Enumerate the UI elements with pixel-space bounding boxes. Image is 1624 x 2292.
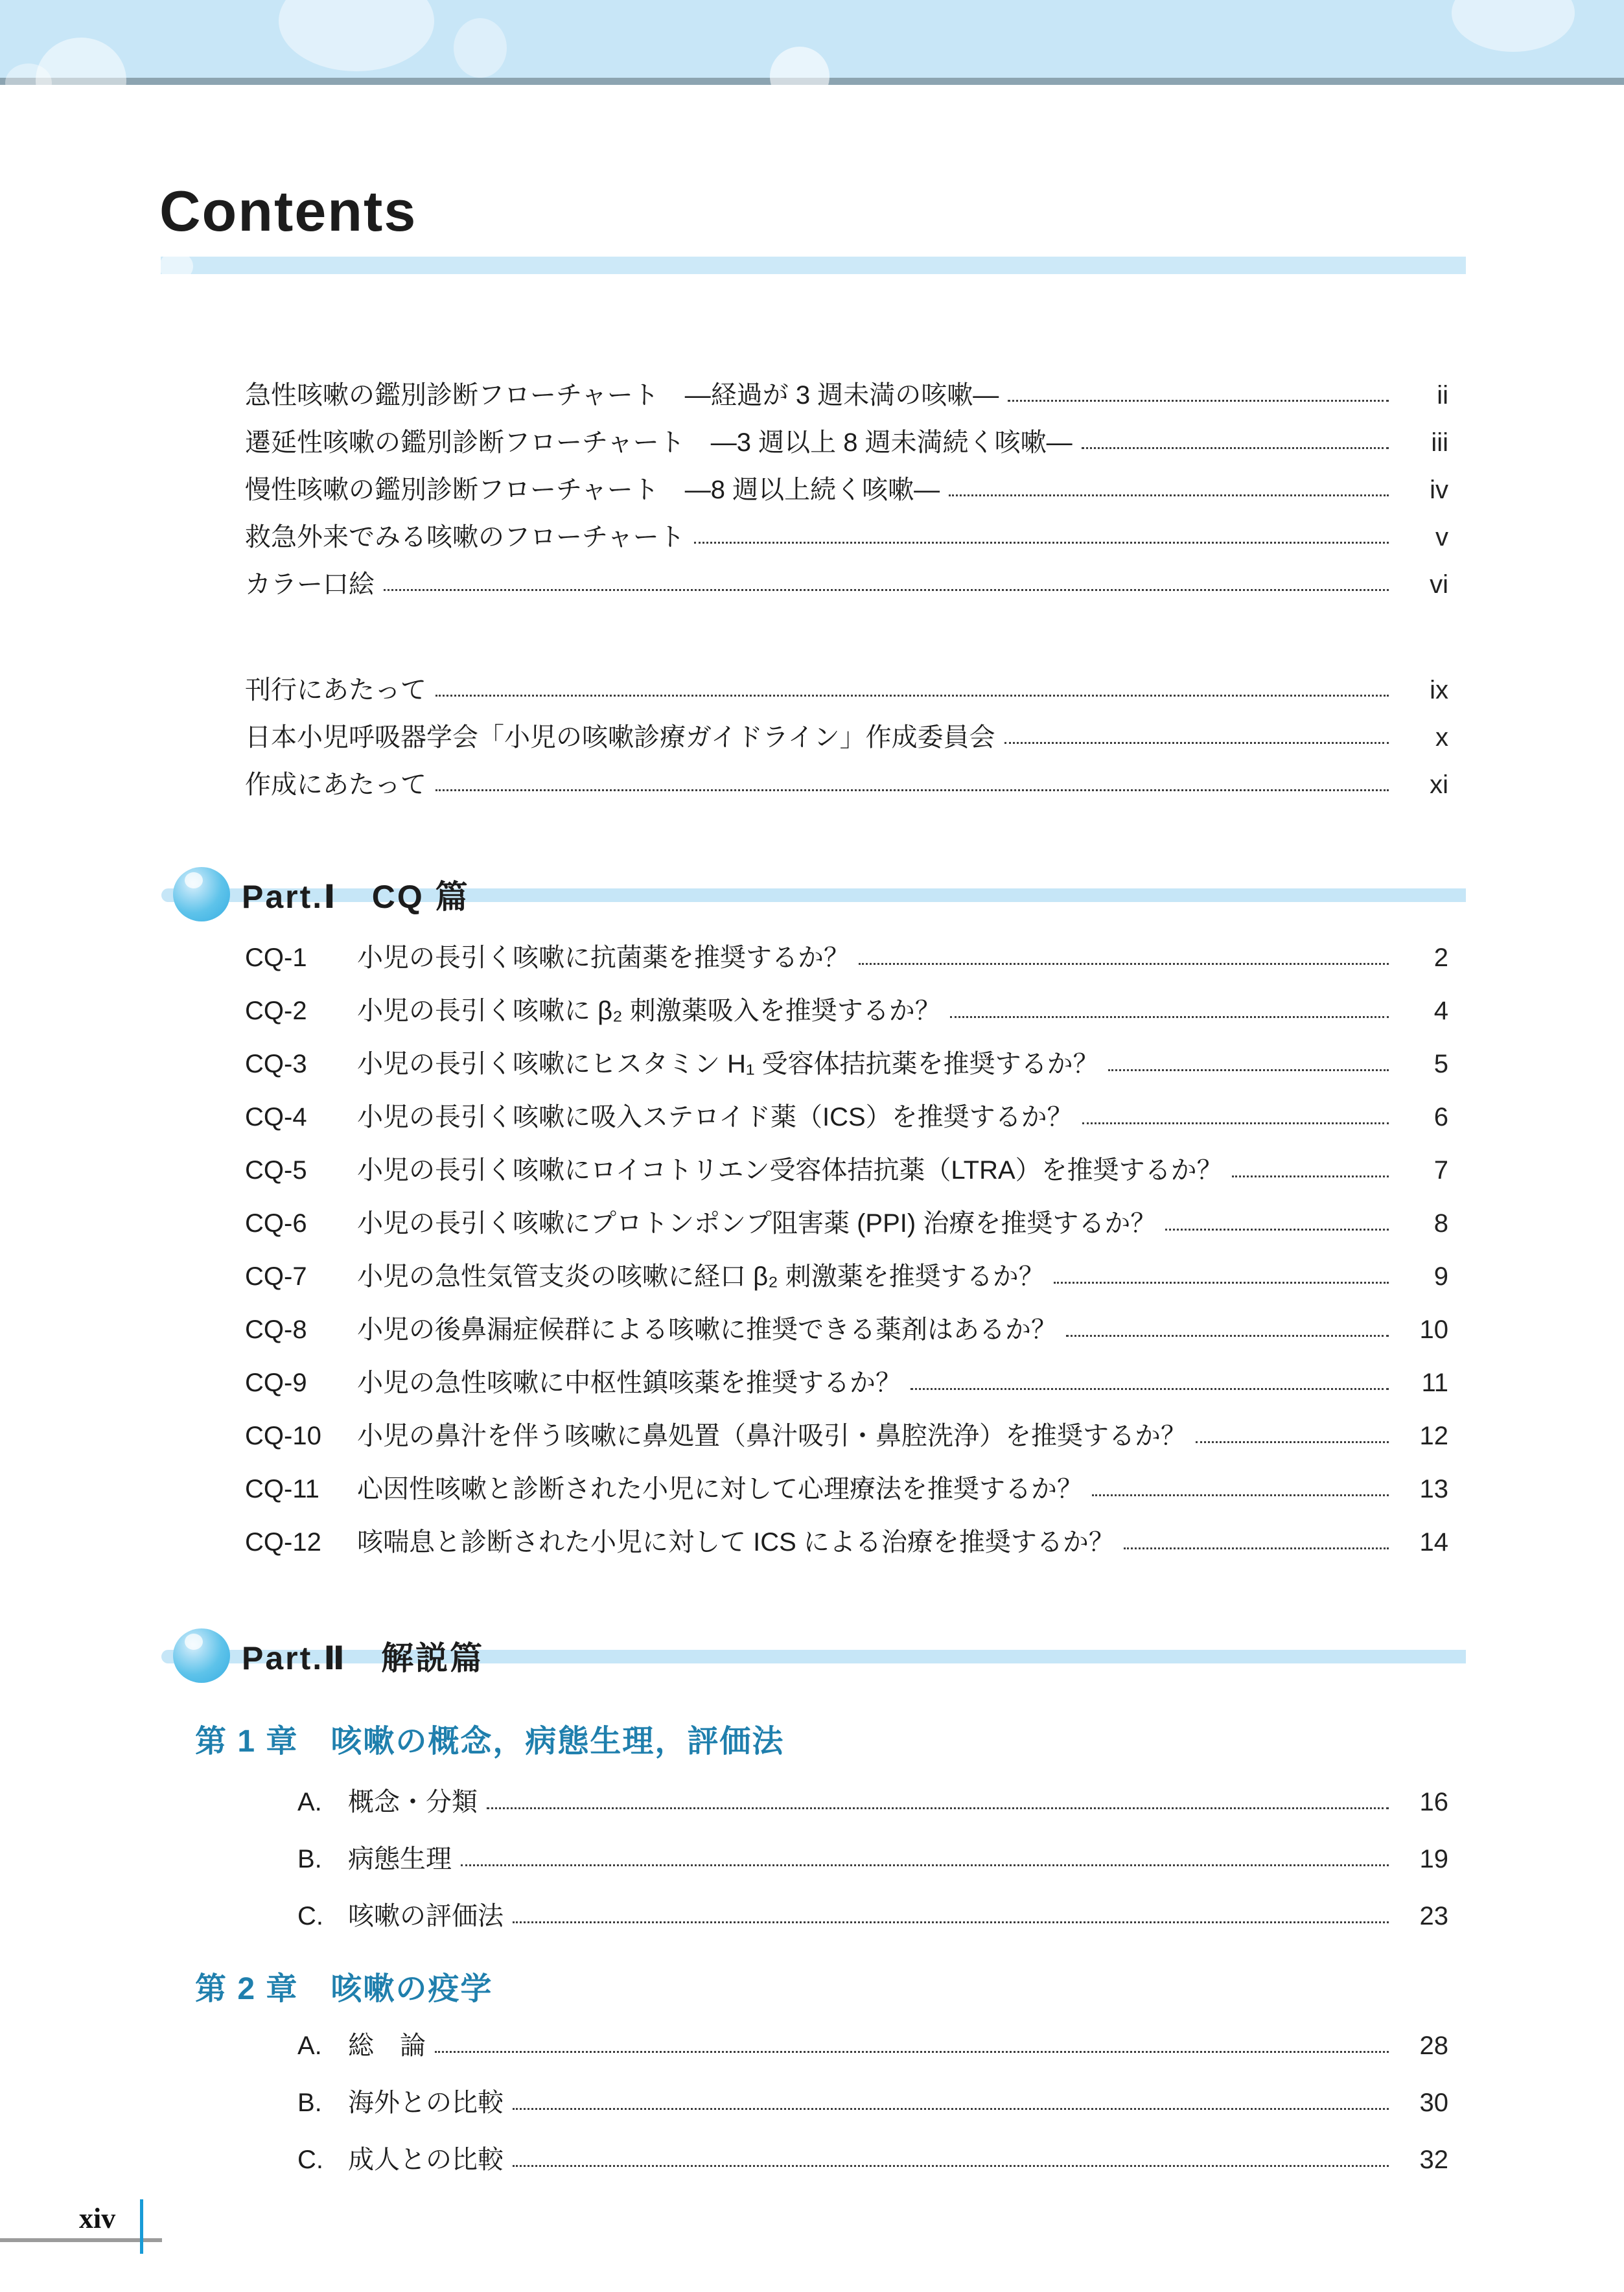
toc-entry-title: 小児の長引く咳嗽にヒスタミン H₁ 受容体拮抗薬を推奨するか？: [357, 1050, 1099, 1078]
toc-entry: [245, 513, 1448, 561]
toc-entry-title: 小児の長引く咳嗽にプロトンポンプ阻害薬 (PPI) 治療を推奨するか？: [357, 1209, 1157, 1238]
toc-entry: [245, 1197, 1448, 1250]
toc-entry-page: 11: [1421, 1369, 1448, 1397]
section-letter-label: C.: [297, 2146, 323, 2174]
dot-leader: [435, 2051, 1389, 2053]
toc-entry-title: 病態生理: [348, 1845, 452, 1873]
dot-leader: [1004, 742, 1389, 744]
bubble-sphere-icon: [173, 867, 230, 921]
cq-number-label: CQ-8: [245, 1315, 307, 1344]
dot-leader: [435, 695, 1389, 697]
part2-header: [161, 1628, 1466, 1683]
dot-leader: [859, 963, 1389, 965]
page-title: Contents: [159, 179, 417, 243]
toc-entry-page: x: [1435, 723, 1448, 752]
cq-number-label: CQ-2: [245, 997, 307, 1025]
toc-entry-page: 8: [1433, 1209, 1448, 1238]
dot-leader: [461, 1864, 1389, 1866]
toc-entry: [245, 1356, 1448, 1409]
toc-entry: [297, 2074, 1448, 2131]
toc-entry-title: 概念・分類: [348, 1788, 478, 1816]
toc-entry-title: 小児の後鼻漏症候群による咳嗽に推奨できる薬剤はあるか？: [357, 1315, 1057, 1344]
toc-entry-title: カラー口絵: [245, 570, 375, 599]
toc-entry: [245, 761, 1448, 808]
toc-entry: [297, 1888, 1448, 1945]
toc-entry-title: 小児の鼻汁を伴う咳嗽に鼻処置（鼻汁吸引・鼻腔洗浄）を推奨するか？: [357, 1422, 1187, 1450]
toc-entry: [297, 1831, 1448, 1888]
toc-entry-page: 6: [1433, 1103, 1448, 1131]
part1-header: [161, 867, 1466, 921]
toc-entry-title: 日本小児呼吸器学会「小児の咳嗽診療ガイドライン」作成委員会: [245, 723, 995, 752]
cq-number-label: CQ-12: [245, 1528, 321, 1557]
dot-leader: [1066, 1335, 1389, 1337]
toc-entry-title: 小児の急性咳嗽に中枢性鎮咳薬を推奨するか？: [357, 1369, 901, 1397]
preface-list: [245, 666, 1448, 808]
front-matter-list: [245, 371, 1448, 608]
dot-leader: [694, 542, 1389, 544]
toc-entry-title: 成人との比較: [348, 2146, 504, 2174]
toc-entry: [245, 931, 1448, 984]
toc-entry-page: 23: [1419, 1902, 1448, 1930]
chapter2-section-list: [297, 2017, 1448, 2188]
section-letter-label: A.: [297, 2032, 322, 2060]
cq-number-label: CQ-3: [245, 1050, 307, 1078]
toc-entry-page: 19: [1419, 1845, 1448, 1873]
cq-number-label: CQ-6: [245, 1209, 307, 1238]
toc-entry-title: 救急外来でみる咳嗽のフローチャート: [245, 522, 685, 551]
toc-entry-page: 14: [1419, 1528, 1448, 1557]
toc-entry-title: 小児の長引く咳嗽に β₂ 刺激薬吸入を推奨するか？: [357, 997, 941, 1025]
toc-entry-title: 刊行にあたって: [245, 675, 426, 704]
toc-entry-page: ii: [1437, 380, 1448, 410]
toc-entry: [245, 1516, 1448, 1569]
toc-entry-page: 32: [1419, 2146, 1448, 2174]
toc-entry-page: 2: [1433, 943, 1448, 972]
dot-leader: [950, 1016, 1389, 1018]
dot-leader: [513, 2108, 1389, 2110]
toc-entry-page: iv: [1430, 475, 1448, 504]
toc-entry-page: ix: [1430, 675, 1448, 704]
section-letter-label: B.: [297, 1845, 322, 1873]
footer-accent-bar: [140, 2199, 143, 2254]
dot-leader: [1124, 1547, 1389, 1549]
toc-entry-title: 小児の長引く咳嗽に吸入ステロイド薬（ICS）を推奨するか？: [357, 1103, 1073, 1131]
dot-leader: [1092, 1494, 1389, 1496]
toc-entry: [245, 371, 1448, 419]
toc-entry-title: 小児の急性気管支炎の咳嗽に経口 β₂ 刺激薬を推奨するか？: [357, 1262, 1045, 1291]
toc-entry: [297, 2131, 1448, 2188]
toc-entry-title: 海外との比較: [348, 2089, 504, 2117]
toc-entry: [297, 2017, 1448, 2074]
toc-entry-page: 10: [1419, 1315, 1448, 1344]
dot-leader: [513, 2165, 1389, 2167]
toc-entry-page: 13: [1419, 1475, 1448, 1503]
toc-entry: [297, 1774, 1448, 1831]
dot-leader: [949, 494, 1389, 496]
header-band: [0, 0, 1624, 78]
toc-entry-title: 心因性咳嗽と診断された小児に対して心理療法を推奨するか？: [357, 1475, 1083, 1503]
toc-entry: [245, 984, 1448, 1037]
dot-leader: [513, 1921, 1389, 1923]
toc-entry-title: 総 論: [348, 2032, 426, 2060]
toc-entry-page: 30: [1419, 2089, 1448, 2117]
toc-entry-title: 咳嗽の評価法: [348, 1902, 504, 1930]
footer-rule: [0, 2238, 162, 2242]
toc-entry-title: 咳喘息と診断された小児に対して ICS による治療を推奨するか？: [357, 1528, 1115, 1557]
dot-leader: [1232, 1175, 1389, 1177]
dot-leader: [384, 589, 1389, 591]
toc-entry: [245, 1144, 1448, 1197]
section-letter-label: A.: [297, 1788, 322, 1816]
toc-entry: [245, 466, 1448, 513]
toc-entry: [245, 1037, 1448, 1091]
toc-entry-page: 4: [1433, 997, 1448, 1025]
dot-leader: [487, 1807, 1389, 1809]
cq-list: [245, 931, 1448, 1569]
chapter1-title: 第 1 章 咳嗽の概念，病態生理，評価法: [195, 1724, 785, 1759]
toc-entry-page: iii: [1431, 428, 1448, 457]
header-divider: [0, 78, 1624, 85]
cq-number-label: CQ-5: [245, 1156, 307, 1185]
bubble-sphere-icon: [173, 1628, 230, 1683]
toc-entry-page: 5: [1433, 1050, 1448, 1078]
toc-entry-page: 7: [1433, 1156, 1448, 1185]
dot-leader: [911, 1388, 1389, 1390]
toc-entry: [245, 713, 1448, 761]
chapter1-section-list: [297, 1774, 1448, 1945]
toc-entry-page: vi: [1430, 570, 1448, 599]
toc-entry-title: 小児の長引く咳嗽にロイコトリエン受容体拮抗薬（LTRA）を推奨するか？: [357, 1156, 1223, 1185]
dot-leader: [1054, 1282, 1389, 1284]
toc-entry-title: 遷延性咳嗽の鑑別診断フローチャート ―3 週以上 8 週未満続く咳嗽―: [245, 428, 1073, 457]
cq-number-label: CQ-1: [245, 943, 307, 972]
toc-entry-page: v: [1435, 522, 1448, 551]
toc-entry: [245, 1303, 1448, 1356]
toc-entry: [245, 1250, 1448, 1303]
chapter2-title: 第 2 章 咳嗽の疫学: [195, 1972, 493, 2006]
section-letter-label: B.: [297, 2089, 322, 2117]
toc-entry: [245, 419, 1448, 466]
dot-leader: [1008, 400, 1389, 402]
toc-entry: [245, 1463, 1448, 1516]
toc-entry: [245, 666, 1448, 713]
cq-number-label: CQ-9: [245, 1369, 307, 1397]
dot-leader: [1082, 447, 1389, 449]
toc-entry-title: 小児の長引く咳嗽に抗菌薬を推奨するか？: [357, 943, 850, 972]
toc-entry-page: 12: [1419, 1422, 1448, 1450]
cq-number-label: CQ-7: [245, 1262, 307, 1291]
bubble-decoration: [159, 251, 193, 281]
toc-entry: [245, 561, 1448, 608]
dot-leader: [435, 789, 1389, 791]
toc-entry-title: 慢性咳嗽の鑑別診断フローチャート ―8 週以上続く咳嗽―: [245, 475, 940, 504]
toc-entry-page: 16: [1419, 1788, 1448, 1816]
part1-title: Part.Ⅰ CQ 篇: [242, 879, 470, 915]
toc-entry-page: xi: [1430, 770, 1448, 799]
toc-entry-page: 9: [1433, 1262, 1448, 1291]
toc-entry: [245, 1409, 1448, 1463]
part2-title: Part.Ⅱ 解説篇: [242, 1640, 485, 1676]
dot-leader: [1082, 1122, 1389, 1124]
dot-leader: [1165, 1229, 1389, 1231]
toc-entry: [245, 1091, 1448, 1144]
title-underline-bar: [161, 257, 1466, 274]
dot-leader: [1108, 1069, 1389, 1071]
section-letter-label: C.: [297, 1902, 323, 1930]
toc-entry-title: 急性咳嗽の鑑別診断フローチャート ―経過が 3 週未満の咳嗽―: [245, 380, 999, 410]
cq-number-label: CQ-10: [245, 1422, 321, 1450]
footer-page-number: xiv: [79, 2203, 116, 2234]
cq-number-label: CQ-4: [245, 1103, 307, 1131]
toc-entry-page: 28: [1419, 2032, 1448, 2060]
toc-entry-title: 作成にあたって: [245, 770, 426, 799]
cq-number-label: CQ-11: [245, 1475, 319, 1503]
dot-leader: [1196, 1441, 1389, 1443]
